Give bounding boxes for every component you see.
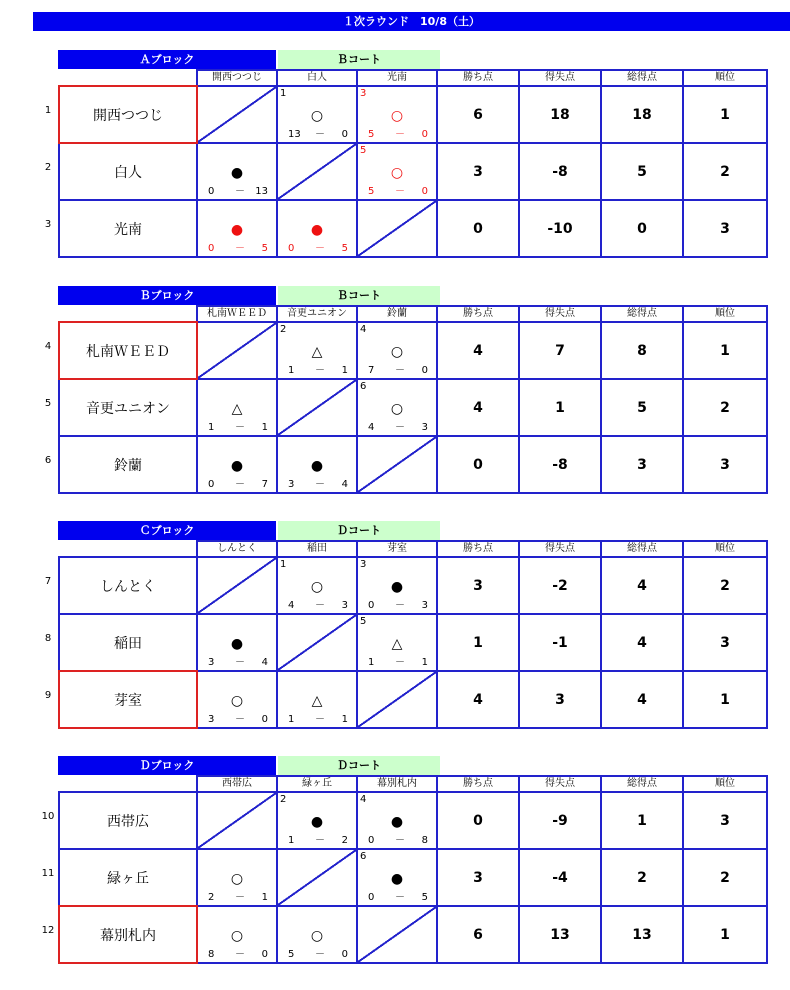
score-against: 1 xyxy=(341,365,348,376)
total-goals: 0 xyxy=(601,200,683,257)
block-label: Ｃブロック xyxy=(58,521,276,540)
score-against: 5 xyxy=(341,243,348,254)
table-row xyxy=(59,143,767,200)
win-mark: ○ xyxy=(230,871,244,887)
score-against: 0 xyxy=(261,949,268,960)
rank: 2 xyxy=(683,849,767,906)
team-name-text: 光南 xyxy=(114,221,142,238)
score-for: 5 xyxy=(368,129,375,140)
wins-points: 0 xyxy=(437,200,519,257)
match-cell xyxy=(357,379,437,436)
table-row xyxy=(59,849,767,906)
score-for: 0 xyxy=(368,835,375,846)
score-for: 5 xyxy=(368,186,375,197)
highlight-box xyxy=(58,905,198,964)
score-dash: － xyxy=(395,365,405,376)
row-number: 2 xyxy=(44,161,52,173)
score-for: 0 xyxy=(208,186,215,197)
score-dash: － xyxy=(315,243,325,254)
header-team-1: 札南ＷＥＥＤ xyxy=(197,306,277,322)
wins-points: 3 xyxy=(437,849,519,906)
header-diff: 得失点 xyxy=(519,541,601,557)
score-for: 1 xyxy=(368,657,375,668)
self-match-cell xyxy=(357,906,437,963)
row-number: 8 xyxy=(44,632,52,644)
wins-points: 1 xyxy=(437,614,519,671)
score-for: 0 xyxy=(368,600,375,611)
table-row xyxy=(59,792,767,849)
highlight-box xyxy=(58,670,198,729)
table-row xyxy=(59,671,767,728)
match-cell xyxy=(197,614,277,671)
score-for: 1 xyxy=(288,365,295,376)
score-dash: － xyxy=(395,600,405,611)
rank: 1 xyxy=(683,906,767,963)
score-against: 4 xyxy=(341,479,348,490)
header-wins: 勝ち点 xyxy=(437,541,519,557)
score-dash: － xyxy=(315,714,325,725)
loss-mark: ● xyxy=(310,222,324,238)
draw-mark: △ xyxy=(311,693,323,709)
score-against: 8 xyxy=(421,835,428,846)
score-dash: － xyxy=(315,365,325,376)
draw-mark: △ xyxy=(391,636,403,652)
match-cell xyxy=(197,849,277,906)
block-2 xyxy=(44,286,766,502)
team-name xyxy=(44,200,197,257)
header-diff: 得失点 xyxy=(519,306,601,322)
goal-difference: -9 xyxy=(519,792,601,849)
match-cell xyxy=(357,322,437,379)
score-against: 13 xyxy=(255,186,268,197)
win-mark: ○ xyxy=(230,928,244,944)
score-dash: － xyxy=(395,657,405,668)
score-against: 1 xyxy=(261,422,268,433)
score-against: 0 xyxy=(261,714,268,725)
score-for: 7 xyxy=(368,365,375,376)
score-against: 0 xyxy=(341,949,348,960)
rank: 1 xyxy=(683,86,767,143)
total-goals: 4 xyxy=(601,557,683,614)
self-match-cell xyxy=(197,557,277,614)
header-team-3: 芽室 xyxy=(357,541,437,557)
match-cell xyxy=(357,86,437,143)
team-name xyxy=(41,849,197,906)
game-number: 1 xyxy=(280,559,287,570)
team-name-text: 西帯広 xyxy=(107,813,149,830)
team-name-text: 鈴蘭 xyxy=(114,457,142,474)
row-number: 11 xyxy=(41,867,55,879)
block-4 xyxy=(41,756,766,972)
score-for: 4 xyxy=(288,600,295,611)
score-dash: － xyxy=(315,949,325,960)
highlight-box xyxy=(58,85,198,144)
match-cell xyxy=(277,86,357,143)
team-name xyxy=(41,792,197,849)
score-dash: － xyxy=(235,892,245,903)
match-cell xyxy=(197,436,277,493)
row-number: 6 xyxy=(44,454,52,466)
header-row xyxy=(59,776,767,792)
score-for: 3 xyxy=(288,479,295,490)
total-goals: 18 xyxy=(601,86,683,143)
highlight-box xyxy=(58,321,198,380)
table-row xyxy=(59,557,767,614)
score-dash: － xyxy=(235,186,245,197)
team-name-text: 稲田 xyxy=(114,635,142,652)
table-row xyxy=(59,200,767,257)
header-rank: 順位 xyxy=(683,541,767,557)
match-cell xyxy=(357,792,437,849)
goal-difference: -10 xyxy=(519,200,601,257)
block-3 xyxy=(44,521,766,737)
team-name xyxy=(44,86,197,143)
wins-points: 4 xyxy=(437,379,519,436)
loss-mark: ● xyxy=(230,165,244,181)
team-name-text: 音更ユニオン xyxy=(86,400,170,417)
self-match-cell xyxy=(197,322,277,379)
score-dash: － xyxy=(235,422,245,433)
table-row xyxy=(59,322,767,379)
wins-points: 0 xyxy=(437,436,519,493)
header-blank xyxy=(59,776,197,792)
game-number: 5 xyxy=(360,616,367,627)
rank: 3 xyxy=(683,614,767,671)
match-cell xyxy=(357,849,437,906)
header-total: 総得点 xyxy=(601,70,683,86)
header-team-1: 西帯広 xyxy=(197,776,277,792)
score-dash: － xyxy=(315,835,325,846)
goal-difference: -4 xyxy=(519,849,601,906)
table-row xyxy=(59,906,767,963)
score-dash: － xyxy=(395,186,405,197)
row-number: 3 xyxy=(44,218,52,230)
team-name-text: 緑ヶ丘 xyxy=(107,870,149,887)
wins-points: 3 xyxy=(437,557,519,614)
loss-mark: ● xyxy=(390,579,404,595)
score-for: 13 xyxy=(288,129,301,140)
score-against: 5 xyxy=(261,243,268,254)
total-goals: 4 xyxy=(601,671,683,728)
wins-points: 0 xyxy=(437,792,519,849)
win-mark: ○ xyxy=(390,344,404,360)
header-diff: 得失点 xyxy=(519,70,601,86)
game-number: 2 xyxy=(280,794,287,805)
self-match-cell xyxy=(357,200,437,257)
wins-points: 4 xyxy=(437,322,519,379)
standings-table xyxy=(41,775,768,964)
score-against: 1 xyxy=(421,657,428,668)
row-number: 5 xyxy=(44,397,52,409)
score-against: 1 xyxy=(261,892,268,903)
loss-mark: ● xyxy=(390,814,404,830)
match-cell xyxy=(197,379,277,436)
match-cell xyxy=(277,557,357,614)
header-total: 総得点 xyxy=(601,306,683,322)
self-match-cell xyxy=(357,436,437,493)
match-cell xyxy=(197,671,277,728)
table-row xyxy=(59,614,767,671)
self-match-cell xyxy=(357,671,437,728)
header-wins: 勝ち点 xyxy=(437,306,519,322)
game-number: 5 xyxy=(360,145,367,156)
match-cell xyxy=(277,436,357,493)
game-number: 3 xyxy=(360,88,367,99)
header-total: 総得点 xyxy=(601,541,683,557)
self-match-cell xyxy=(197,792,277,849)
header-team-2: 白人 xyxy=(277,70,357,86)
score-against: 4 xyxy=(261,657,268,668)
draw-mark: △ xyxy=(231,401,243,417)
match-cell xyxy=(277,200,357,257)
rank: 2 xyxy=(683,557,767,614)
total-goals: 4 xyxy=(601,614,683,671)
match-cell xyxy=(197,200,277,257)
header-blank xyxy=(59,541,197,557)
loss-mark: ● xyxy=(230,222,244,238)
court-label: Ｂコート xyxy=(278,286,440,305)
score-against: 0 xyxy=(341,129,348,140)
win-mark: ○ xyxy=(310,579,324,595)
goal-difference: 18 xyxy=(519,86,601,143)
match-cell xyxy=(277,792,357,849)
score-against: 0 xyxy=(421,186,428,197)
match-cell xyxy=(277,671,357,728)
rank: 1 xyxy=(683,322,767,379)
match-cell xyxy=(277,322,357,379)
game-number: 1 xyxy=(280,88,287,99)
score-for: 3 xyxy=(208,714,215,725)
game-number: 4 xyxy=(360,794,367,805)
header-row xyxy=(59,541,767,557)
match-cell xyxy=(197,143,277,200)
team-name-text: しんとく xyxy=(100,578,156,595)
score-for: 2 xyxy=(208,892,215,903)
score-dash: － xyxy=(235,714,245,725)
standings-table xyxy=(44,305,768,494)
score-against: 0 xyxy=(421,129,428,140)
wins-points: 6 xyxy=(437,906,519,963)
header-total: 総得点 xyxy=(601,776,683,792)
score-for: 0 xyxy=(368,892,375,903)
score-for: 0 xyxy=(208,479,215,490)
score-against: 5 xyxy=(421,892,428,903)
row-number: 4 xyxy=(44,340,52,352)
score-dash: － xyxy=(235,657,245,668)
self-match-cell xyxy=(277,143,357,200)
header-row xyxy=(59,70,767,86)
wins-points: 4 xyxy=(437,671,519,728)
table-row xyxy=(59,86,767,143)
header-diff: 得失点 xyxy=(519,776,601,792)
score-for: 0 xyxy=(288,243,295,254)
round-title: １次ラウンド 10/8（土） xyxy=(33,12,790,31)
header-blank xyxy=(59,70,197,86)
header-team-3: 鈴蘭 xyxy=(357,306,437,322)
row-number: 7 xyxy=(44,575,52,587)
total-goals: 3 xyxy=(601,436,683,493)
table-row xyxy=(59,436,767,493)
draw-mark: △ xyxy=(311,344,323,360)
header-wins: 勝ち点 xyxy=(437,776,519,792)
block-1 xyxy=(44,50,766,266)
team-name xyxy=(44,322,197,379)
win-mark: ○ xyxy=(310,108,324,124)
match-cell xyxy=(357,557,437,614)
team-name xyxy=(44,436,197,493)
rank: 3 xyxy=(683,200,767,257)
total-goals: 1 xyxy=(601,792,683,849)
row-number: 9 xyxy=(44,689,52,701)
wins-points: 3 xyxy=(437,143,519,200)
header-team-3: 幕別札内 xyxy=(357,776,437,792)
game-number: 6 xyxy=(360,381,367,392)
header-row xyxy=(59,306,767,322)
self-match-cell xyxy=(197,86,277,143)
header-team-2: 緑ヶ丘 xyxy=(277,776,357,792)
score-for: 8 xyxy=(208,949,215,960)
score-dash: － xyxy=(315,479,325,490)
game-number: 3 xyxy=(360,559,367,570)
self-match-cell xyxy=(277,614,357,671)
score-dash: － xyxy=(395,422,405,433)
rank: 1 xyxy=(683,671,767,728)
game-number: 2 xyxy=(280,324,287,335)
team-name-text: 白人 xyxy=(114,164,142,181)
score-against: 3 xyxy=(341,600,348,611)
header-team-2: 音更ユニオン xyxy=(277,306,357,322)
match-cell xyxy=(357,614,437,671)
score-against: 1 xyxy=(341,714,348,725)
total-goals: 5 xyxy=(601,143,683,200)
standings-table xyxy=(44,540,768,729)
score-for: 3 xyxy=(208,657,215,668)
goal-difference: 13 xyxy=(519,906,601,963)
team-name xyxy=(44,614,197,671)
goal-difference: 1 xyxy=(519,379,601,436)
loss-mark: ● xyxy=(310,814,324,830)
score-for: 4 xyxy=(368,422,375,433)
team-name xyxy=(44,671,197,728)
wins-points: 6 xyxy=(437,86,519,143)
win-mark: ○ xyxy=(230,693,244,709)
match-cell xyxy=(277,906,357,963)
score-dash: － xyxy=(235,243,245,254)
row-number: 12 xyxy=(41,924,55,936)
win-mark: ○ xyxy=(310,928,324,944)
goal-difference: -2 xyxy=(519,557,601,614)
loss-mark: ● xyxy=(310,458,324,474)
game-number: 6 xyxy=(360,851,367,862)
team-name xyxy=(44,143,197,200)
header-rank: 順位 xyxy=(683,306,767,322)
score-dash: － xyxy=(235,479,245,490)
team-name xyxy=(41,906,197,963)
header-team-1: しんとく xyxy=(197,541,277,557)
goal-difference: -1 xyxy=(519,614,601,671)
total-goals: 13 xyxy=(601,906,683,963)
row-number: 10 xyxy=(41,810,55,822)
team-name xyxy=(44,557,197,614)
goal-difference: 7 xyxy=(519,322,601,379)
court-label: Ｄコート xyxy=(278,521,440,540)
score-dash: － xyxy=(395,835,405,846)
score-for: 1 xyxy=(288,835,295,846)
game-number: 4 xyxy=(360,324,367,335)
score-dash: － xyxy=(235,949,245,960)
header-rank: 順位 xyxy=(683,776,767,792)
self-match-cell xyxy=(277,849,357,906)
loss-mark: ● xyxy=(390,871,404,887)
block-label: Ｄブロック xyxy=(58,756,276,775)
team-name-text: 開西つつじ xyxy=(93,107,163,124)
score-for: 5 xyxy=(288,949,295,960)
standings-table xyxy=(44,69,768,258)
block-label: Ｂブロック xyxy=(58,286,276,305)
header-team-3: 光南 xyxy=(357,70,437,86)
total-goals: 2 xyxy=(601,849,683,906)
score-against: 0 xyxy=(421,365,428,376)
rank: 2 xyxy=(683,379,767,436)
total-goals: 5 xyxy=(601,379,683,436)
score-against: 7 xyxy=(261,479,268,490)
table-row xyxy=(59,379,767,436)
score-dash: － xyxy=(395,129,405,140)
goal-difference: 3 xyxy=(519,671,601,728)
team-name xyxy=(44,379,197,436)
score-dash: － xyxy=(315,129,325,140)
win-mark: ○ xyxy=(390,165,404,181)
score-for: 1 xyxy=(288,714,295,725)
block-label: Ａブロック xyxy=(58,50,276,69)
score-dash: － xyxy=(315,600,325,611)
score-for: 1 xyxy=(208,422,215,433)
team-name-text: 札南ＷＥＥＤ xyxy=(86,343,170,360)
header-team-1: 開西つつじ xyxy=(197,70,277,86)
header-wins: 勝ち点 xyxy=(437,70,519,86)
header-team-2: 稲田 xyxy=(277,541,357,557)
court-label: Ｄコート xyxy=(278,756,440,775)
row-number: 1 xyxy=(44,104,52,116)
court-label: Ｂコート xyxy=(278,50,440,69)
total-goals: 8 xyxy=(601,322,683,379)
header-blank xyxy=(59,306,197,322)
loss-mark: ● xyxy=(230,458,244,474)
goal-difference: -8 xyxy=(519,143,601,200)
score-against: 3 xyxy=(421,422,428,433)
score-dash: － xyxy=(395,892,405,903)
win-mark: ○ xyxy=(390,108,404,124)
score-against: 3 xyxy=(421,600,428,611)
loss-mark: ● xyxy=(230,636,244,652)
goal-difference: -8 xyxy=(519,436,601,493)
match-cell xyxy=(357,143,437,200)
header-rank: 順位 xyxy=(683,70,767,86)
win-mark: ○ xyxy=(390,401,404,417)
team-name-text: 芽室 xyxy=(114,692,142,709)
team-name-text: 幕別札内 xyxy=(100,927,156,944)
rank: 3 xyxy=(683,436,767,493)
score-for: 0 xyxy=(208,243,215,254)
rank: 3 xyxy=(683,792,767,849)
self-match-cell xyxy=(277,379,357,436)
score-against: 2 xyxy=(341,835,348,846)
rank: 2 xyxy=(683,143,767,200)
match-cell xyxy=(197,906,277,963)
